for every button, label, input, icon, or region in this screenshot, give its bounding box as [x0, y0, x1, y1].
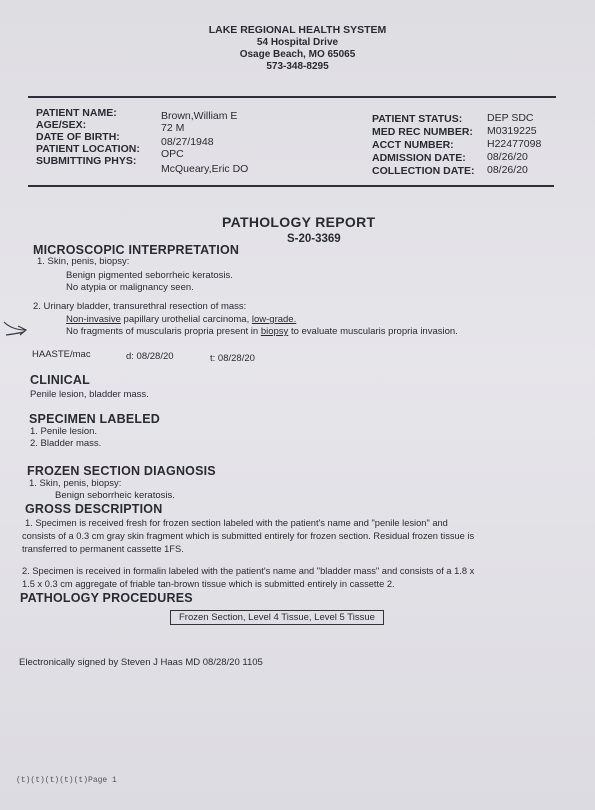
- page-footer: (t)(t)(t)(t)(t)Page 1: [16, 776, 117, 785]
- status-labels: [372, 113, 474, 178]
- initials: HAASTE/mac: [32, 349, 91, 360]
- specimen-heading: SPECIMEN LABELED: [29, 412, 160, 426]
- report-number: S-20-3369: [287, 233, 341, 245]
- dob-label: DATE OF BIRTH:: [36, 131, 120, 143]
- gross-p1-line-1: 1. Specimen is received fresh for frozen section labeled with the patient's name and "penile lesion" and: [25, 518, 448, 528]
- transcribed-date: t: 08/28/20: [210, 353, 255, 364]
- org-address-2: Osage Beach, MO 65065: [239, 49, 356, 60]
- med-rec-value: M0319225: [487, 125, 537, 137]
- micro-item-2: 2. Urinary bladder, transurethral resection of mass:: [33, 301, 247, 312]
- low-grade-underlined: low-grade.: [251, 314, 297, 325]
- microscopic-heading: MICROSCOPIC INTERPRETATION: [33, 243, 240, 257]
- line-2-part-a: No fragments of muscularis propria present in: [66, 326, 261, 337]
- diagnosis-text: papillary urothelial carcinoma,: [120, 314, 252, 325]
- patient-name-value: Brown,William E: [161, 110, 238, 122]
- clinical-heading: CLINICAL: [30, 373, 90, 387]
- patient-labels: [36, 107, 140, 167]
- patient-name-label: PATIENT NAME:: [36, 107, 117, 119]
- med-rec-label: MED REC NUMBER:: [372, 126, 473, 138]
- gross-p2-line-1: 2. Specimen is received in formalin labeled with the patient's name and "bladder mass" and consists of a 1.8 x: [22, 566, 475, 576]
- patient-values: [161, 110, 248, 175]
- gross-heading: GROSS DESCRIPTION: [25, 502, 163, 516]
- location-label: PATIENT LOCATION:: [36, 143, 140, 155]
- collection-date-value: 08/26/20: [487, 164, 528, 176]
- bottom-rule: [28, 185, 554, 187]
- org-name: LAKE REGIONAL HEALTH SYSTEM: [208, 24, 387, 36]
- micro-item-2-line-1: [66, 314, 296, 325]
- specimen-item-1: 1. Penile lesion.: [30, 426, 98, 437]
- line-2-part-c: to evaluate muscularis propria invasion.: [288, 326, 458, 337]
- micro-item-1-line-2: No atypia or malignancy seen.: [66, 282, 194, 293]
- age-sex-value: 72 M: [161, 122, 185, 134]
- frozen-diagnosis: Benign seborrheic keratosis.: [55, 490, 175, 501]
- submitting-phys-value: McQueary,Eric DO: [161, 163, 249, 175]
- gross-p2-line-2: 1.5 x 0.3 cm aggregate of friable tan-brown tissue which is submitted entirely in cassette 2.: [22, 579, 395, 589]
- micro-item-2-line-2: [66, 326, 458, 337]
- procedures-box: Frozen Section, Level 4 Tissue, Level 5 Tissue: [170, 610, 384, 625]
- clinical-text: Penile lesion, bladder mass.: [30, 389, 149, 400]
- procedures-heading: PATHOLOGY PROCEDURES: [20, 591, 193, 605]
- patient-status-label: PATIENT STATUS:: [372, 113, 463, 125]
- acct-number-label: ACCT NUMBER:: [372, 139, 454, 151]
- top-rule: [28, 96, 556, 98]
- age-sex-label: AGE/SEX:: [36, 119, 87, 131]
- org-address-1: 54 Hospital Drive: [256, 37, 339, 48]
- dob-value: 08/27/1948: [161, 136, 214, 148]
- location-value: OPC: [161, 148, 184, 160]
- admission-date-label: ADMISSION DATE:: [372, 152, 466, 164]
- micro-item-1: 1. Skin, penis, biopsy:: [37, 256, 130, 267]
- electronic-signature: Electronically signed by Steven J Haas MD 08/28/20 1105: [19, 657, 263, 668]
- submitting-phys-label: SUBMITTING PHYS:: [36, 155, 137, 167]
- frozen-heading: FROZEN SECTION DIAGNOSIS: [27, 464, 216, 478]
- non-invasive-underlined: Non-invasive: [66, 314, 121, 325]
- report-title: PATHOLOGY REPORT: [222, 214, 376, 230]
- patient-status-value: DEP SDC: [487, 112, 534, 124]
- biopsy-underlined: biopsy: [260, 326, 289, 337]
- status-values: [487, 112, 541, 177]
- specimen-item-2: 2. Bladder mass.: [30, 438, 102, 449]
- dictated-date: d: 08/28/20: [126, 351, 174, 362]
- gross-p1-line-2: consists of a 0.3 cm gray skin fragment which is submitted entirely for frozen section. Residual frozen tissue is: [22, 531, 475, 541]
- micro-item-1-line-1: Benign pigmented seborrheic keratosis.: [66, 270, 233, 281]
- gross-p1-line-3: transferred to permanent cassette 1FS.: [22, 544, 184, 554]
- acct-number-value: H22477098: [487, 138, 542, 150]
- handwritten-arrow-icon: [2, 318, 32, 340]
- frozen-item: 1. Skin, penis, biopsy:: [29, 478, 122, 489]
- admission-date-value: 08/26/20: [487, 151, 528, 163]
- org-phone: 573-348-8295: [266, 61, 329, 72]
- collection-date-label: COLLECTION DATE:: [372, 165, 475, 177]
